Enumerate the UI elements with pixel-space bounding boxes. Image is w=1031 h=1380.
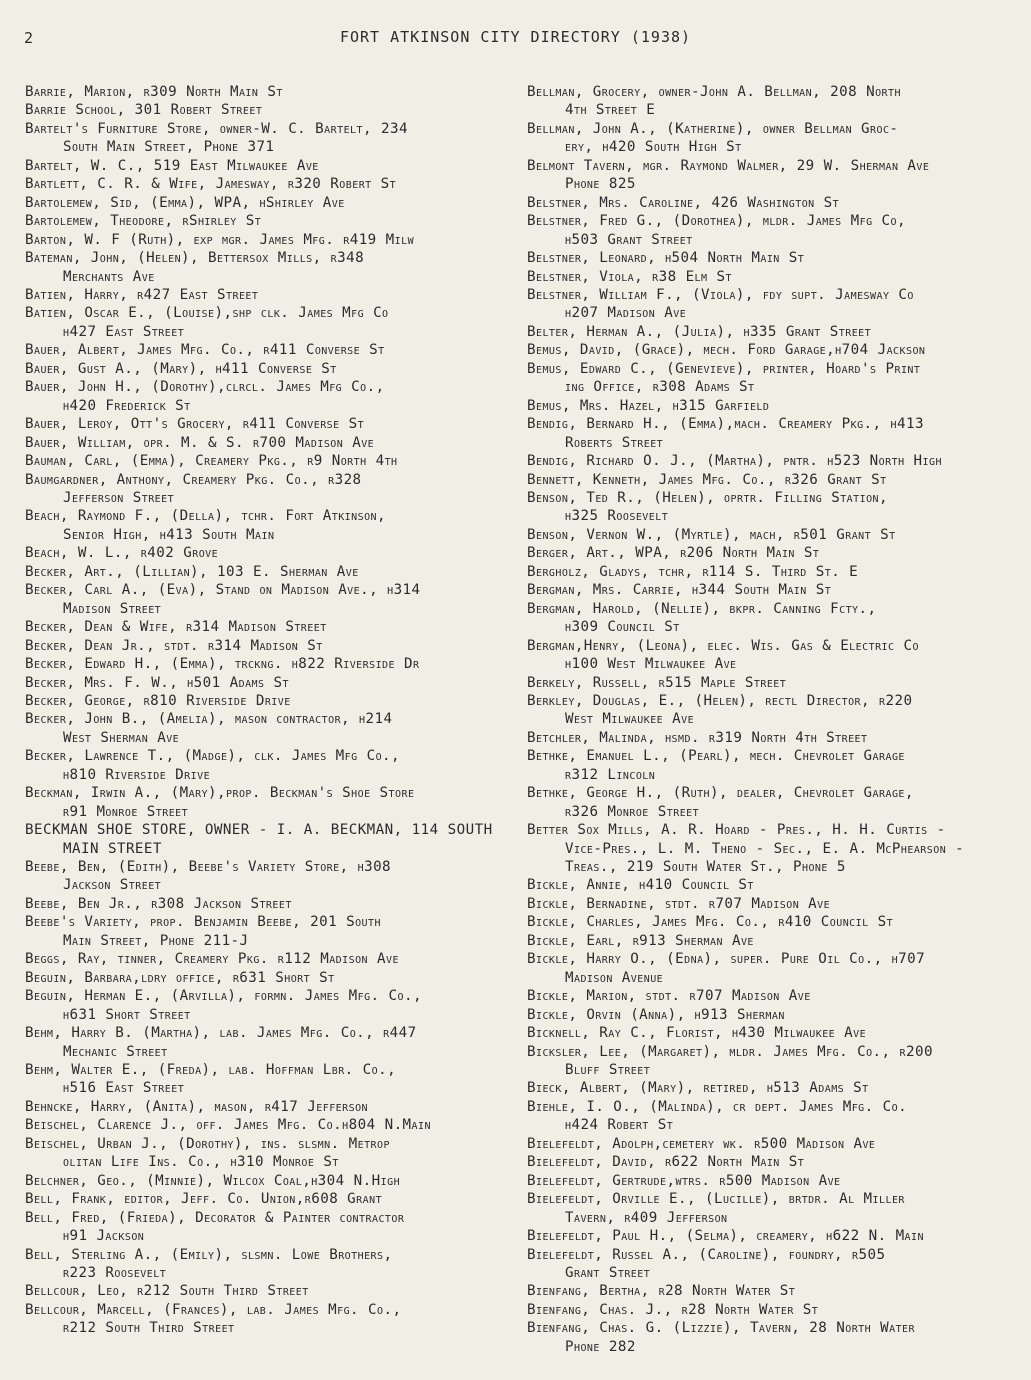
directory-entry xyxy=(25,1098,515,1116)
directory-entry xyxy=(527,83,1025,120)
directory-entry xyxy=(527,600,1025,637)
directory-entry xyxy=(25,821,515,858)
directory-entry xyxy=(527,268,1025,286)
entry-line: Batien, Oscar E., (Louise),shp clk. James Mfg Co xyxy=(25,305,389,322)
directory-entry xyxy=(527,581,1025,599)
directory-entry xyxy=(25,950,515,968)
entry-line: Beguin, Herman E., (Arvilla), formn. James Mfg. Co., xyxy=(25,988,422,1005)
directory-entry xyxy=(527,563,1025,581)
directory-entry xyxy=(25,692,515,710)
directory-entry xyxy=(25,507,515,544)
entry-line: Bartelt's Furniture Store, owner-W. C. Bartelt, 234 xyxy=(25,120,408,137)
entry-continuation-line: r326 Monroe Street xyxy=(565,803,700,820)
entry-line: Behm, Walter E., (Freda), lab. Hoffman Lbr. Co., xyxy=(25,1062,397,1079)
entry-line: Beggs, Ray, tinner, Creamery Pkg. r112 Madison Ave xyxy=(25,951,399,968)
entry-continuation-line: r91 Monroe Street xyxy=(63,803,189,820)
directory-entry xyxy=(25,784,515,821)
directory-entry xyxy=(25,1246,515,1283)
directory-entry xyxy=(527,1043,1025,1080)
directory-entry xyxy=(25,415,515,433)
entry-line: Bell, Fred, (Frieda), Decorator & Painter contractor xyxy=(25,1209,405,1226)
entry-line: Bickle, Harry O., (Edna), super. Pure Oil Co., h707 xyxy=(527,951,926,968)
directory-entry xyxy=(527,323,1025,341)
directory-entry xyxy=(25,969,515,987)
directory-entry xyxy=(527,747,1025,784)
entry-line: Bergman, Mrs. Carrie, h344 South Main St xyxy=(527,582,832,599)
directory-entry xyxy=(25,175,515,193)
directory-entry xyxy=(527,489,1025,526)
entry-line: Bauman, Carl, (Emma), Creamery Pkg., r9 North 4th xyxy=(25,453,398,470)
directory-entry xyxy=(527,341,1025,359)
directory-entry xyxy=(527,913,1025,931)
directory-entry xyxy=(25,378,515,415)
entry-continuation-line: h420 Frederick St xyxy=(63,397,191,414)
entry-line: Belstner, Mrs. Caroline, 426 Washington St xyxy=(527,194,840,211)
right-column xyxy=(527,83,1025,1356)
entry-continuation-line: ery, h420 South High St xyxy=(565,139,742,156)
entry-line: Better Sox Mills, A. R. Hoard - Pres., H. H. Curtis - xyxy=(527,822,946,839)
entry-line: Bickle, Earl, r913 Sherman Ave xyxy=(527,932,754,949)
directory-entry xyxy=(527,987,1025,1005)
directory-entry xyxy=(527,397,1025,415)
entry-continuation-line: West Milwaukee Ave xyxy=(565,711,695,728)
entry-continuation-line: Mechanic Street xyxy=(63,1043,168,1060)
entry-line: Becker, Carl A., (Eva), Stand on Madison Ave., h314 xyxy=(25,582,421,599)
directory-entry xyxy=(527,1282,1025,1300)
directory-entry xyxy=(25,1190,515,1208)
directory-entry xyxy=(527,932,1025,950)
entry-line: Bethke, Emanuel L., (Pearl), mech. Chevrolet Garage xyxy=(527,748,905,765)
directory-entry xyxy=(25,1061,515,1098)
directory-entry xyxy=(25,1282,515,1300)
entry-line: Berger, Art., WPA, r206 North Main St xyxy=(527,545,820,562)
directory-entry xyxy=(25,710,515,747)
directory-entry xyxy=(25,194,515,212)
directory-entry xyxy=(527,876,1025,894)
entry-line: Bickle, Annie, h410 Council St xyxy=(527,877,754,894)
entry-continuation-line: ing Office, r308 Adams St xyxy=(565,379,755,396)
entry-continuation-line: Madison Street xyxy=(63,600,162,617)
directory-entry xyxy=(527,544,1025,562)
directory-entry xyxy=(527,249,1025,267)
entry-line: Bemus, Edward C., (Genevieve), printer, Hoard's Print xyxy=(527,360,921,377)
entry-line: Beischel, Urban J., (Dorothy), ins. slsmn. Metrop xyxy=(25,1135,390,1152)
entry-line: Bethke, George H., (Ruth), dealer, Chevrolet Garage, xyxy=(527,785,914,802)
entry-continuation-line: Phone 282 xyxy=(565,1338,636,1355)
directory-entry xyxy=(25,83,515,101)
entry-line: Becker, Mrs. F. W., h501 Adams St xyxy=(25,674,289,691)
directory-entry xyxy=(527,784,1025,821)
entry-line: Bellcour, Marcell, (Frances), lab. James Mfg. Co., xyxy=(25,1301,402,1318)
directory-entry xyxy=(25,563,515,581)
entry-continuation-line: Merchants Ave xyxy=(63,268,155,285)
directory-entry xyxy=(527,1172,1025,1190)
directory-entry xyxy=(527,194,1025,212)
entry-line: Bauer, Leroy, Ott's Grocery, r411 Converse St xyxy=(25,416,365,433)
entry-line: Bauer, Albert, James Mfg. Co., r411 Converse St xyxy=(25,342,385,359)
entry-continuation-line: h424 Robert St xyxy=(565,1117,674,1134)
entry-line: Behm, Harry B. (Martha), lab. James Mfg. Co., r447 xyxy=(25,1025,417,1042)
entry-line: Bateman, John, (Helen), Bettersox Mills, r348 xyxy=(25,250,365,267)
entry-continuation-line: r312 Lincoln xyxy=(565,766,656,783)
directory-entry xyxy=(527,1135,1025,1153)
entry-continuation-line: Jefferson Street xyxy=(63,489,175,506)
entry-continuation-line: Senior High, h413 South Main xyxy=(63,526,275,543)
entry-line: Becker, Dean Jr., stdt. r314 Madison St xyxy=(25,637,323,654)
directory-entry xyxy=(527,452,1025,470)
entry-continuation-line: Jackson Street xyxy=(63,877,162,894)
entry-line: Belstner, Fred G., (Dorothea), mldr. James Mfg Co, xyxy=(527,213,906,230)
left-column xyxy=(25,83,515,1338)
directory-entry xyxy=(25,157,515,175)
entry-continuation-line: 4th Street E xyxy=(565,102,656,119)
directory-entry xyxy=(25,1301,515,1338)
entry-line: Bauer, Gust A., (Mary), h411 Converse St xyxy=(25,360,337,377)
entry-line: Bemus, David, (Grace), mech. Ford Garage,h704 Jackson xyxy=(527,342,926,359)
entry-line: Bielefeldt, David, r622 North Main St xyxy=(527,1154,805,1171)
directory-entry xyxy=(527,1319,1025,1356)
directory-entry xyxy=(527,1301,1025,1319)
entry-line: Belchner, Geo., (Minnie), Wilcox Coal,h304 N.High xyxy=(25,1172,401,1189)
entry-line: Barrie School, 301 Robert Street xyxy=(25,102,263,119)
entry-line: Bicknell, Ray C., Florist, h430 Milwaukee Ave xyxy=(527,1025,867,1042)
entry-line: Belstner, William F., (Viola), fdy supt. Jamesway Co xyxy=(527,286,914,303)
entry-line: Bartelt, W. C., 519 East Milwaukee Ave xyxy=(25,157,319,174)
entry-line: Batien, Harry, r427 East Street xyxy=(25,286,259,303)
entry-line: Bickle, Bernadine, stdt. r707 Madison Ave xyxy=(527,895,831,912)
directory-entry xyxy=(527,471,1025,489)
entry-line: Beckman, Irwin A., (Mary),prop. Beckman's Shoe Store xyxy=(25,785,415,802)
directory-entry xyxy=(25,341,515,359)
directory-entry xyxy=(527,692,1025,729)
entry-continuation-line: r223 Roosevelt xyxy=(63,1265,167,1281)
entry-line: Bartolemew, Sid, (Emma), WPA, hShirley Ave xyxy=(25,194,345,211)
entry-line: Bendig, Bernard H., (Emma),mach. Creamery Pkg., h413 xyxy=(527,416,924,433)
directory-entry xyxy=(25,286,515,304)
entry-line: BECKMAN SHOE STORE, OWNER - I. A. BECKMAN, 114 SOUTH xyxy=(25,822,493,839)
directory-entry xyxy=(25,674,515,692)
page-number: 2 xyxy=(24,29,34,47)
directory-entry xyxy=(25,471,515,508)
entry-line: Beebe's Variety, prop. Benjamin Beebe, 201 South xyxy=(25,914,381,931)
directory-entry xyxy=(25,747,515,784)
directory-entry xyxy=(527,526,1025,544)
entry-line: Bieck, Albert, (Mary), retired, h513 Adams St xyxy=(527,1080,869,1097)
entry-continuation-line: r212 South Third Street xyxy=(63,1320,235,1337)
entry-continuation-line: Roberts Street xyxy=(565,434,664,451)
directory-entry xyxy=(527,821,1025,876)
entry-continuation-line: Bluff Street xyxy=(565,1062,651,1079)
entry-continuation-line: h427 East Street xyxy=(63,323,185,340)
directory-entry xyxy=(527,950,1025,987)
entry-line: Becker, Art., (Lillian), 103 E. Sherman Ave xyxy=(25,563,359,580)
directory-entry xyxy=(527,1098,1025,1135)
entry-continuation-line: MAIN STREET xyxy=(63,840,162,857)
entry-line: Beguin, Barbara,ldry office, r631 Short St xyxy=(25,969,335,986)
directory-entry xyxy=(527,1153,1025,1171)
directory-entry xyxy=(25,231,515,249)
entry-continuation-line: Main Street, Phone 211-J xyxy=(63,932,249,949)
directory-entry xyxy=(527,1024,1025,1042)
entry-continuation-line: West Sherman Ave xyxy=(63,729,180,746)
directory-entry xyxy=(25,1209,515,1246)
entry-continuation-line: h325 Roosevelt xyxy=(565,508,669,525)
entry-continuation-line: Vice-Pres., L. M. Theno - Sec., E. A. McPhearson - xyxy=(565,840,965,857)
directory-entry xyxy=(25,1116,515,1134)
directory-entry xyxy=(25,544,515,562)
entry-continuation-line: h810 Riverside Drive xyxy=(63,766,211,783)
entry-line: Bergman,Henry, (Leona), elec. Wis. Gas & Electric Co xyxy=(527,637,919,654)
directory-entry xyxy=(25,913,515,950)
entry-line: Beebe, Ben Jr., r308 Jackson Street xyxy=(25,895,292,912)
entry-line: Barrie, Marion, r309 North Main St xyxy=(25,84,283,100)
entry-line: Bienfang, Chas. G. (Lizzie), Tavern, 28 North Water xyxy=(527,1320,915,1337)
directory-entry xyxy=(25,655,515,673)
directory-entry xyxy=(527,895,1025,913)
entry-line: Bauer, William, opr. M. & S. r700 Madison Ave xyxy=(25,434,375,451)
entry-line: Bergman, Harold, (Nellie), bkpr. Canning Fcty., xyxy=(527,600,877,617)
entry-line: Bielefeldt, Paul H., (Selma), creamery, h622 N. Main xyxy=(527,1228,924,1245)
entry-continuation-line: Treas., 219 South Water St., Phone 5 xyxy=(565,859,846,876)
entry-continuation-line: South Main Street, Phone 371 xyxy=(63,139,275,156)
directory-entry xyxy=(527,1006,1025,1024)
directory-entry xyxy=(25,360,515,378)
directory-entry xyxy=(527,286,1025,323)
entry-continuation-line: h503 Grant Street xyxy=(565,231,693,248)
directory-entry xyxy=(25,1135,515,1172)
entry-line: Bemus, Mrs. Hazel, h315 Garfield xyxy=(527,397,770,414)
directory-entry xyxy=(25,581,515,618)
entry-line: Bell, Frank, editor, Jeff. Co. Union,r608 Grant xyxy=(25,1191,383,1208)
directory-entry xyxy=(25,434,515,452)
directory-entry xyxy=(527,120,1025,157)
entry-line: Belmont Tavern, mgr. Raymond Walmer, 29 W. Sherman Ave xyxy=(527,157,930,174)
entry-line: Bickle, Orvin (Anna), h913 Sherman xyxy=(527,1006,785,1023)
entry-line: Belstner, Leonard, h504 North Main St xyxy=(527,250,805,267)
directory-entry xyxy=(25,101,515,119)
directory-entry xyxy=(527,1190,1025,1227)
entry-line: Becker, George, r810 Riverside Drive xyxy=(25,692,291,709)
directory-entry xyxy=(527,637,1025,674)
directory-entry xyxy=(527,1227,1025,1245)
entry-line: Betchler, Malinda, hsmd. r319 North 4th Street xyxy=(527,729,868,746)
entry-continuation-line: olitan Life Ins. Co., h310 Monroe St xyxy=(63,1154,339,1171)
entry-line: Berkely, Russell, r515 Maple Street xyxy=(527,674,787,691)
running-head: FORT ATKINSON CITY DIRECTORY (1938) xyxy=(339,28,692,46)
entry-line: Belter, Herman A., (Julia), h335 Grant Street xyxy=(527,323,872,340)
directory-entry xyxy=(527,674,1025,692)
directory-entry xyxy=(25,858,515,895)
entry-line: Benson, Ted R., (Helen), oprtr. Filling Station, xyxy=(527,489,889,506)
entry-continuation-line: Grant Street xyxy=(565,1265,651,1281)
entry-line: Bienfang, Bertha, r28 North Water St xyxy=(527,1283,796,1300)
entry-line: Behncke, Harry, (Anita), mason, r417 Jefferson xyxy=(25,1098,369,1115)
entry-line: Bielefeldt, Gertrude,wtrs. r500 Madison Ave xyxy=(527,1172,841,1189)
directory-entry xyxy=(527,415,1025,452)
entry-line: Bellman, Grocery, owner-John A. Bellman, 208 North xyxy=(527,84,901,100)
entry-line: Belstner, Viola, r38 Elm St xyxy=(527,268,732,285)
entry-line: Bielefeldt, Adolph,cemetery wk. r500 Madison Ave xyxy=(527,1135,876,1152)
entry-continuation-line: Madison Avenue xyxy=(565,969,664,986)
entry-line: Beebe, Ben, (Edith), Beebe's Variety Store, h308 xyxy=(25,859,392,876)
entry-line: Beach, W. L., r402 Grove xyxy=(25,545,219,562)
directory-entry xyxy=(25,637,515,655)
directory-entry xyxy=(25,249,515,286)
entry-line: Becker, Lawrence T., (Madge), clk. James Mfg Co., xyxy=(25,748,401,765)
entry-line: Baumgardner, Anthony, Creamery Pkg. Co., r328 xyxy=(25,471,362,488)
directory-entry xyxy=(527,157,1025,194)
directory-entry xyxy=(25,1024,515,1061)
entry-line: Bauer, John H., (Dorothy),clrcl. James Mfg Co., xyxy=(25,379,385,396)
entry-line: Bielefeldt, Russel A., (Caroline), foundry, r505 xyxy=(527,1246,886,1263)
directory-entry xyxy=(25,1172,515,1190)
directory-entry xyxy=(527,212,1025,249)
directory-entry xyxy=(25,212,515,230)
entry-line: Biehle, I. O., (Malinda), cr dept. James Mfg. Co. xyxy=(527,1098,908,1115)
entry-line: Beischel, Clarence J., off. James Mfg. Co.h804 N.Main xyxy=(25,1117,431,1134)
entry-line: Barton, W. F (Ruth), exp mgr. James Mfg. r419 Milw xyxy=(25,231,415,248)
entry-line: Bellcour, Leo, r212 South Third Street xyxy=(25,1283,309,1300)
entry-continuation-line: h207 Madison Ave xyxy=(565,305,687,322)
directory-entry xyxy=(527,1079,1025,1097)
directory-entry xyxy=(25,618,515,636)
directory-entry xyxy=(527,1246,1025,1283)
entry-line: Bickle, Marion, stdt. r707 Madison Ave xyxy=(527,988,811,1005)
entry-continuation-line: Phone 825 xyxy=(565,176,636,193)
entry-line: Becker, John B., (Amelia), mason contractor, h214 xyxy=(25,711,393,728)
entry-continuation-line: h91 Jackson xyxy=(63,1228,145,1245)
directory-entry xyxy=(25,987,515,1024)
entry-continuation-line: h516 East Street xyxy=(63,1080,185,1097)
entry-line: Bielefeldt, Orville E., (Lucille), brtdr. Al Miller xyxy=(527,1191,905,1208)
entry-continuation-line: h100 West Milwaukee Ave xyxy=(565,656,737,673)
directory-entry xyxy=(527,360,1025,397)
entry-line: Beach, Raymond F., (Della), tchr. Fort Atkinson, xyxy=(25,508,387,525)
entry-line: Bartolemew, Theodore, rShirley St xyxy=(25,213,262,230)
entry-line: Benson, Vernon W., (Myrtle), mach, r501 Grant St xyxy=(527,526,896,543)
entry-line: Becker, Edward H., (Emma), trckng. h822 Riverside Dr xyxy=(25,656,420,673)
entry-line: Bennett, Kenneth, James Mfg. Co., r326 Grant St xyxy=(527,471,887,488)
entry-continuation-line: h631 Short Street xyxy=(63,1006,191,1023)
directory-entry xyxy=(25,452,515,470)
entry-line: Becker, Dean & Wife, r314 Madison Street xyxy=(25,619,327,636)
entry-line: Bell, Sterling A., (Emily), slsmn. Lowe Brothers, xyxy=(25,1246,393,1263)
directory-entry xyxy=(25,304,515,341)
directory-entry xyxy=(25,120,515,157)
entry-line: Bickle, Charles, James Mfg. Co., r410 Council St xyxy=(527,914,894,931)
directory-entry xyxy=(25,895,515,913)
directory-entry xyxy=(527,729,1025,747)
entry-line: Bicksler, Lee, (Margaret), mldr. James Mfg. Co., r200 xyxy=(527,1043,933,1060)
entry-line: Bienfang, Chas. J., r28 North Water St xyxy=(527,1301,819,1318)
entry-line: Berkley, Douglas, E., (Helen), rectl Director, r220 xyxy=(527,692,913,709)
entry-continuation-line: Tavern, r409 Jefferson xyxy=(565,1209,728,1226)
entry-line: Bartlett, C. R. & Wife, Jamesway, r320 Robert St xyxy=(25,176,397,193)
entry-line: Bendig, Richard O. J., (Martha), pntr. h523 North High xyxy=(527,453,942,470)
entry-continuation-line: h309 Council St xyxy=(565,619,680,636)
entry-line: Bellman, John A., (Katherine), owner Bellman Groc- xyxy=(527,120,899,137)
entry-line: Bergholz, Gladys, tchr, r114 S. Third St. E xyxy=(527,563,859,580)
